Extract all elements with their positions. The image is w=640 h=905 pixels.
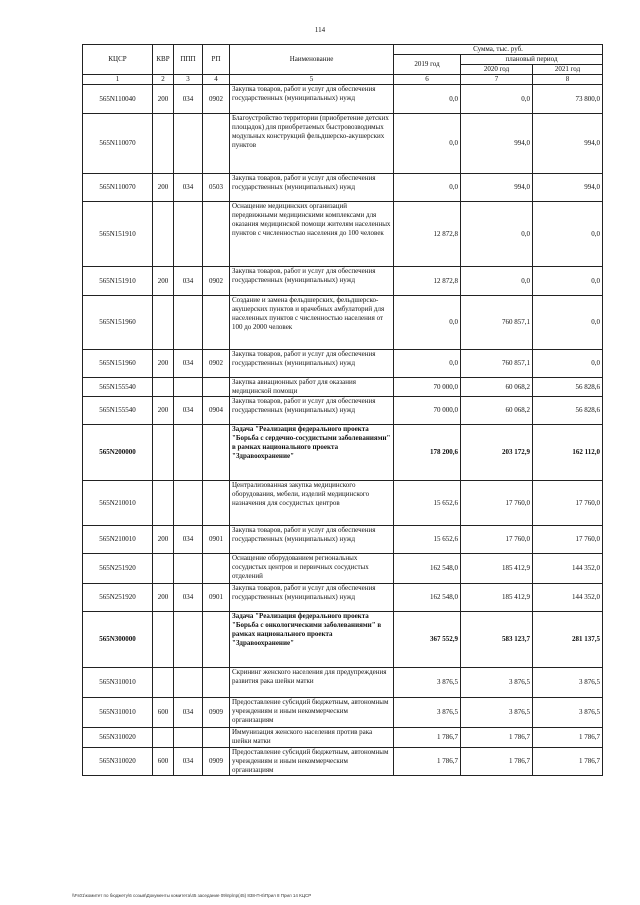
kcsr-cell: 565N110070 — [83, 114, 153, 174]
amount-2021-cell: 994,0 — [533, 114, 603, 174]
amount-2019-cell: 70 000,0 — [394, 378, 461, 397]
header-rp: РП — [203, 45, 230, 75]
ppp-cell: 034 — [174, 584, 203, 612]
kcsr-cell: 565N251920 — [83, 554, 153, 584]
column-number: 5 — [230, 75, 394, 85]
table-row — [83, 114, 603, 174]
rp-cell — [203, 425, 230, 481]
kvr-cell: 200 — [153, 174, 174, 202]
kvr-cell — [153, 554, 174, 584]
name-cell: Скрининг женского населения для предупреждения развития рака шейки матки — [230, 668, 394, 698]
ppp-cell — [174, 612, 203, 668]
amount-2021-cell: 1 786,7 — [533, 728, 603, 748]
amount-2021-cell: 994,0 — [533, 174, 603, 202]
amount-2019-cell: 1 786,7 — [394, 748, 461, 776]
page-number: 114 — [314, 26, 326, 34]
kcsr-cell: 565N110070 — [83, 174, 153, 202]
amount-2020-cell: 60 068,2 — [461, 397, 533, 425]
name-cell: Закупка товаров, работ и услуг для обеспечения государственных (муниципальных) нужд — [230, 350, 394, 378]
kcsr-cell: 565N155540 — [83, 397, 153, 425]
table-row — [83, 554, 603, 584]
table-row — [83, 267, 603, 296]
kcsr-cell: 565N155540 — [83, 378, 153, 397]
amount-2019-cell: 1 786,7 — [394, 728, 461, 748]
amount-2020-cell: 17 760,0 — [461, 526, 533, 554]
amount-2021-cell: 1 786,7 — [533, 748, 603, 776]
kvr-cell — [153, 378, 174, 397]
amount-2020-cell: 185 412,9 — [461, 554, 533, 584]
kvr-cell: 600 — [153, 698, 174, 728]
rp-cell: 0904 — [203, 397, 230, 425]
rp-cell — [203, 296, 230, 350]
name-cell: Благоустройство территории (приобретение детских площадок) для приобретаемых быстровозводимых модульных конструкций фельдшерско-акушерских пунктов — [230, 114, 394, 174]
rp-cell — [203, 202, 230, 267]
name-cell: Закупка товаров, работ и услуг для обеспечения государственных (муниципальных) нужд — [230, 267, 394, 296]
kvr-cell: 200 — [153, 584, 174, 612]
kvr-cell — [153, 612, 174, 668]
kcsr-cell: 565N310010 — [83, 668, 153, 698]
ppp-cell — [174, 202, 203, 267]
kcsr-cell: 565N210010 — [83, 481, 153, 526]
amount-2021-cell: 162 112,0 — [533, 425, 603, 481]
kvr-cell — [153, 481, 174, 526]
rp-cell: 0909 — [203, 698, 230, 728]
amount-2020-cell: 583 123,7 — [461, 612, 533, 668]
amount-2021-cell: 0,0 — [533, 267, 603, 296]
name-cell: Задача "Реализация федерального проекта "Борьба с сердечно-сосудистыми заболеваниями" в рамках национального проекта "Здравоохранение" — [230, 425, 394, 481]
ppp-cell — [174, 378, 203, 397]
table-row — [83, 668, 603, 698]
kvr-cell: 200 — [153, 85, 174, 114]
header-sum: Сумма, тыс. руб. — [394, 45, 603, 55]
amount-2021-cell: 3 876,5 — [533, 668, 603, 698]
amount-2019-cell: 15 652,6 — [394, 526, 461, 554]
ppp-cell — [174, 554, 203, 584]
amount-2021-cell: 17 760,0 — [533, 526, 603, 554]
column-number: 2 — [153, 75, 174, 85]
table-row — [83, 202, 603, 267]
rp-cell — [203, 612, 230, 668]
amount-2020-cell: 760 857,1 — [461, 296, 533, 350]
name-cell: Закупка товаров, работ и услуг для обеспечения государственных (муниципальных) нужд — [230, 584, 394, 612]
column-number: 7 — [461, 75, 533, 85]
kcsr-cell: 565N251920 — [83, 584, 153, 612]
amount-2020-cell: 1 786,7 — [461, 728, 533, 748]
amount-2019-cell: 3 876,5 — [394, 698, 461, 728]
amount-2019-cell: 0,0 — [394, 350, 461, 378]
amount-2020-cell: 1 786,7 — [461, 748, 533, 776]
rp-cell — [203, 728, 230, 748]
table-row — [83, 584, 603, 612]
table-body — [83, 85, 603, 776]
kcsr-cell: 565N210010 — [83, 526, 153, 554]
column-number: 6 — [394, 75, 461, 85]
kcsr-cell: 565N200000 — [83, 425, 153, 481]
table-row — [83, 425, 603, 481]
table-row — [83, 296, 603, 350]
kcsr-cell: 565N310020 — [83, 728, 153, 748]
rp-cell — [203, 668, 230, 698]
kcsr-cell: 565N151960 — [83, 350, 153, 378]
amount-2021-cell: 0,0 — [533, 350, 603, 378]
column-number: 8 — [533, 75, 603, 85]
amount-2020-cell: 0,0 — [461, 267, 533, 296]
rp-cell: 0902 — [203, 350, 230, 378]
name-cell: Закупка товаров, работ и услуг для обеспечения государственных (муниципальных) нужд — [230, 397, 394, 425]
header-2020: 2020 год — [461, 65, 533, 75]
ppp-cell — [174, 728, 203, 748]
amount-2019-cell: 12 872,8 — [394, 202, 461, 267]
kcsr-cell: 565N310020 — [83, 748, 153, 776]
ppp-cell — [174, 668, 203, 698]
table-row — [83, 397, 603, 425]
ppp-cell: 034 — [174, 526, 203, 554]
ppp-cell — [174, 114, 203, 174]
amount-2019-cell: 0,0 — [394, 114, 461, 174]
amount-2020-cell: 3 876,5 — [461, 698, 533, 728]
amount-2021-cell: 3 876,5 — [533, 698, 603, 728]
ppp-cell: 034 — [174, 698, 203, 728]
name-cell: Предоставление субсидий бюджетным, автономным учреждениям и иным некоммерческим организациям — [230, 698, 394, 728]
column-number: 3 — [174, 75, 203, 85]
ppp-cell: 034 — [174, 267, 203, 296]
amount-2021-cell: 0,0 — [533, 296, 603, 350]
rp-cell — [203, 378, 230, 397]
amount-2021-cell: 56 828,6 — [533, 378, 603, 397]
table-row — [83, 728, 603, 748]
kcsr-cell: 565N151960 — [83, 296, 153, 350]
table-row — [83, 748, 603, 776]
amount-2020-cell: 760 857,1 — [461, 350, 533, 378]
header-kcsr: КЦСР — [83, 45, 153, 75]
kvr-cell: 200 — [153, 397, 174, 425]
kcsr-cell: 565N151910 — [83, 202, 153, 267]
amount-2020-cell: 0,0 — [461, 202, 533, 267]
amount-2020-cell: 994,0 — [461, 174, 533, 202]
kcsr-cell: 565N110040 — [83, 85, 153, 114]
name-cell: Оснащение медицинских организаций передвижными медицинскими комплексами для оказания медицинской помощи жителям населенных пунктов с численностью населения до 100 человек — [230, 202, 394, 267]
file-path-footer: \\Fs01\комитет по бюджету\6 созыв\Документы комитета\45 заседание 09\пр\пр(45) 838-П-6\Прил 8 Прил 14 КЦСР — [72, 893, 312, 898]
kvr-cell — [153, 425, 174, 481]
rp-cell: 0901 — [203, 584, 230, 612]
kvr-cell: 200 — [153, 350, 174, 378]
name-cell: Оснащение оборудованием региональных сосудистых центров и первичных сосудистых отделений — [230, 554, 394, 584]
amount-2019-cell: 0,0 — [394, 296, 461, 350]
kvr-cell — [153, 296, 174, 350]
ppp-cell: 034 — [174, 397, 203, 425]
ppp-cell — [174, 296, 203, 350]
amount-2019-cell: 12 872,8 — [394, 267, 461, 296]
header-2021: 2021 год — [533, 65, 603, 75]
table-row — [83, 481, 603, 526]
kcsr-cell: 565N300000 — [83, 612, 153, 668]
amount-2020-cell: 0,0 — [461, 85, 533, 114]
column-number: 4 — [203, 75, 230, 85]
name-cell: Закупка товаров, работ и услуг для обеспечения государственных (муниципальных) нужд — [230, 526, 394, 554]
kvr-cell — [153, 668, 174, 698]
kvr-cell — [153, 202, 174, 267]
name-cell: Закупка товаров, работ и услуг для обеспечения государственных (муниципальных) нужд — [230, 174, 394, 202]
amount-2021-cell: 144 352,0 — [533, 554, 603, 584]
rp-cell: 0909 — [203, 748, 230, 776]
name-cell: Предоставление субсидий бюджетным, автономным учреждениям и иным некоммерческим организациям — [230, 748, 394, 776]
kcsr-cell: 565N151910 — [83, 267, 153, 296]
amount-2019-cell: 0,0 — [394, 174, 461, 202]
header-kvr: КВР — [153, 45, 174, 75]
amount-2019-cell: 70 000,0 — [394, 397, 461, 425]
kvr-cell — [153, 114, 174, 174]
amount-2019-cell: 162 548,0 — [394, 584, 461, 612]
amount-2021-cell: 73 800,0 — [533, 85, 603, 114]
table-row — [83, 174, 603, 202]
amount-2020-cell: 185 412,9 — [461, 584, 533, 612]
name-cell: Централизованная закупка медицинского оборудования, мебели, изделий медицинского назначения для сосудистых центров — [230, 481, 394, 526]
ppp-cell: 034 — [174, 85, 203, 114]
rp-cell — [203, 481, 230, 526]
column-number: 1 — [83, 75, 153, 85]
header-2019: 2019 год — [394, 55, 461, 75]
amount-2021-cell: 17 760,0 — [533, 481, 603, 526]
name-cell: Создание и замена фельдшерских, фельдшерско-акушерских пунктов и врачебных амбулаторий для населенных пунктов с численностью населения от 100 до 2000 человек — [230, 296, 394, 350]
amount-2020-cell: 203 172,9 — [461, 425, 533, 481]
name-cell: Иммунизация женского населения против рака шейки матки — [230, 728, 394, 748]
table-row — [83, 378, 603, 397]
rp-cell: 0902 — [203, 85, 230, 114]
amount-2019-cell: 15 652,6 — [394, 481, 461, 526]
amount-2019-cell: 367 552,9 — [394, 612, 461, 668]
amount-2019-cell: 3 876,5 — [394, 668, 461, 698]
kcsr-cell: 565N310010 — [83, 698, 153, 728]
table-header — [83, 45, 603, 85]
name-cell: Задача "Реализация федерального проекта "Борьба с онкологическими заболеваниями" в рамках национального проекта "Здравоохранение" — [230, 612, 394, 668]
kvr-cell: 200 — [153, 267, 174, 296]
column-number-row — [83, 75, 603, 85]
amount-2020-cell: 17 760,0 — [461, 481, 533, 526]
amount-2019-cell: 162 548,0 — [394, 554, 461, 584]
ppp-cell: 034 — [174, 174, 203, 202]
header-planned-period: плановый период — [461, 55, 603, 65]
amount-2019-cell: 178 200,6 — [394, 425, 461, 481]
amount-2021-cell: 56 828,6 — [533, 397, 603, 425]
kvr-cell — [153, 728, 174, 748]
header-name: Наименование — [230, 45, 394, 75]
rp-cell: 0503 — [203, 174, 230, 202]
amount-2021-cell: 144 352,0 — [533, 584, 603, 612]
rp-cell — [203, 554, 230, 584]
header-ppp: ППП — [174, 45, 203, 75]
ppp-cell — [174, 425, 203, 481]
ppp-cell: 034 — [174, 748, 203, 776]
amount-2019-cell: 0,0 — [394, 85, 461, 114]
budget-table — [82, 44, 603, 776]
rp-cell: 0902 — [203, 267, 230, 296]
kvr-cell: 200 — [153, 526, 174, 554]
name-cell: Закупка товаров, работ и услуг для обеспечения государственных (муниципальных) нужд — [230, 85, 394, 114]
amount-2021-cell: 0,0 — [533, 202, 603, 267]
table-row — [83, 526, 603, 554]
rp-cell — [203, 114, 230, 174]
table-row — [83, 350, 603, 378]
amount-2021-cell: 281 137,5 — [533, 612, 603, 668]
table-row — [83, 698, 603, 728]
amount-2020-cell: 60 068,2 — [461, 378, 533, 397]
amount-2020-cell: 994,0 — [461, 114, 533, 174]
table-row — [83, 85, 603, 114]
rp-cell: 0901 — [203, 526, 230, 554]
name-cell: Закупка авиационных работ для оказания медицинской помощи — [230, 378, 394, 397]
kvr-cell: 600 — [153, 748, 174, 776]
amount-2020-cell: 3 876,5 — [461, 668, 533, 698]
ppp-cell — [174, 481, 203, 526]
ppp-cell: 034 — [174, 350, 203, 378]
table-row — [83, 612, 603, 668]
